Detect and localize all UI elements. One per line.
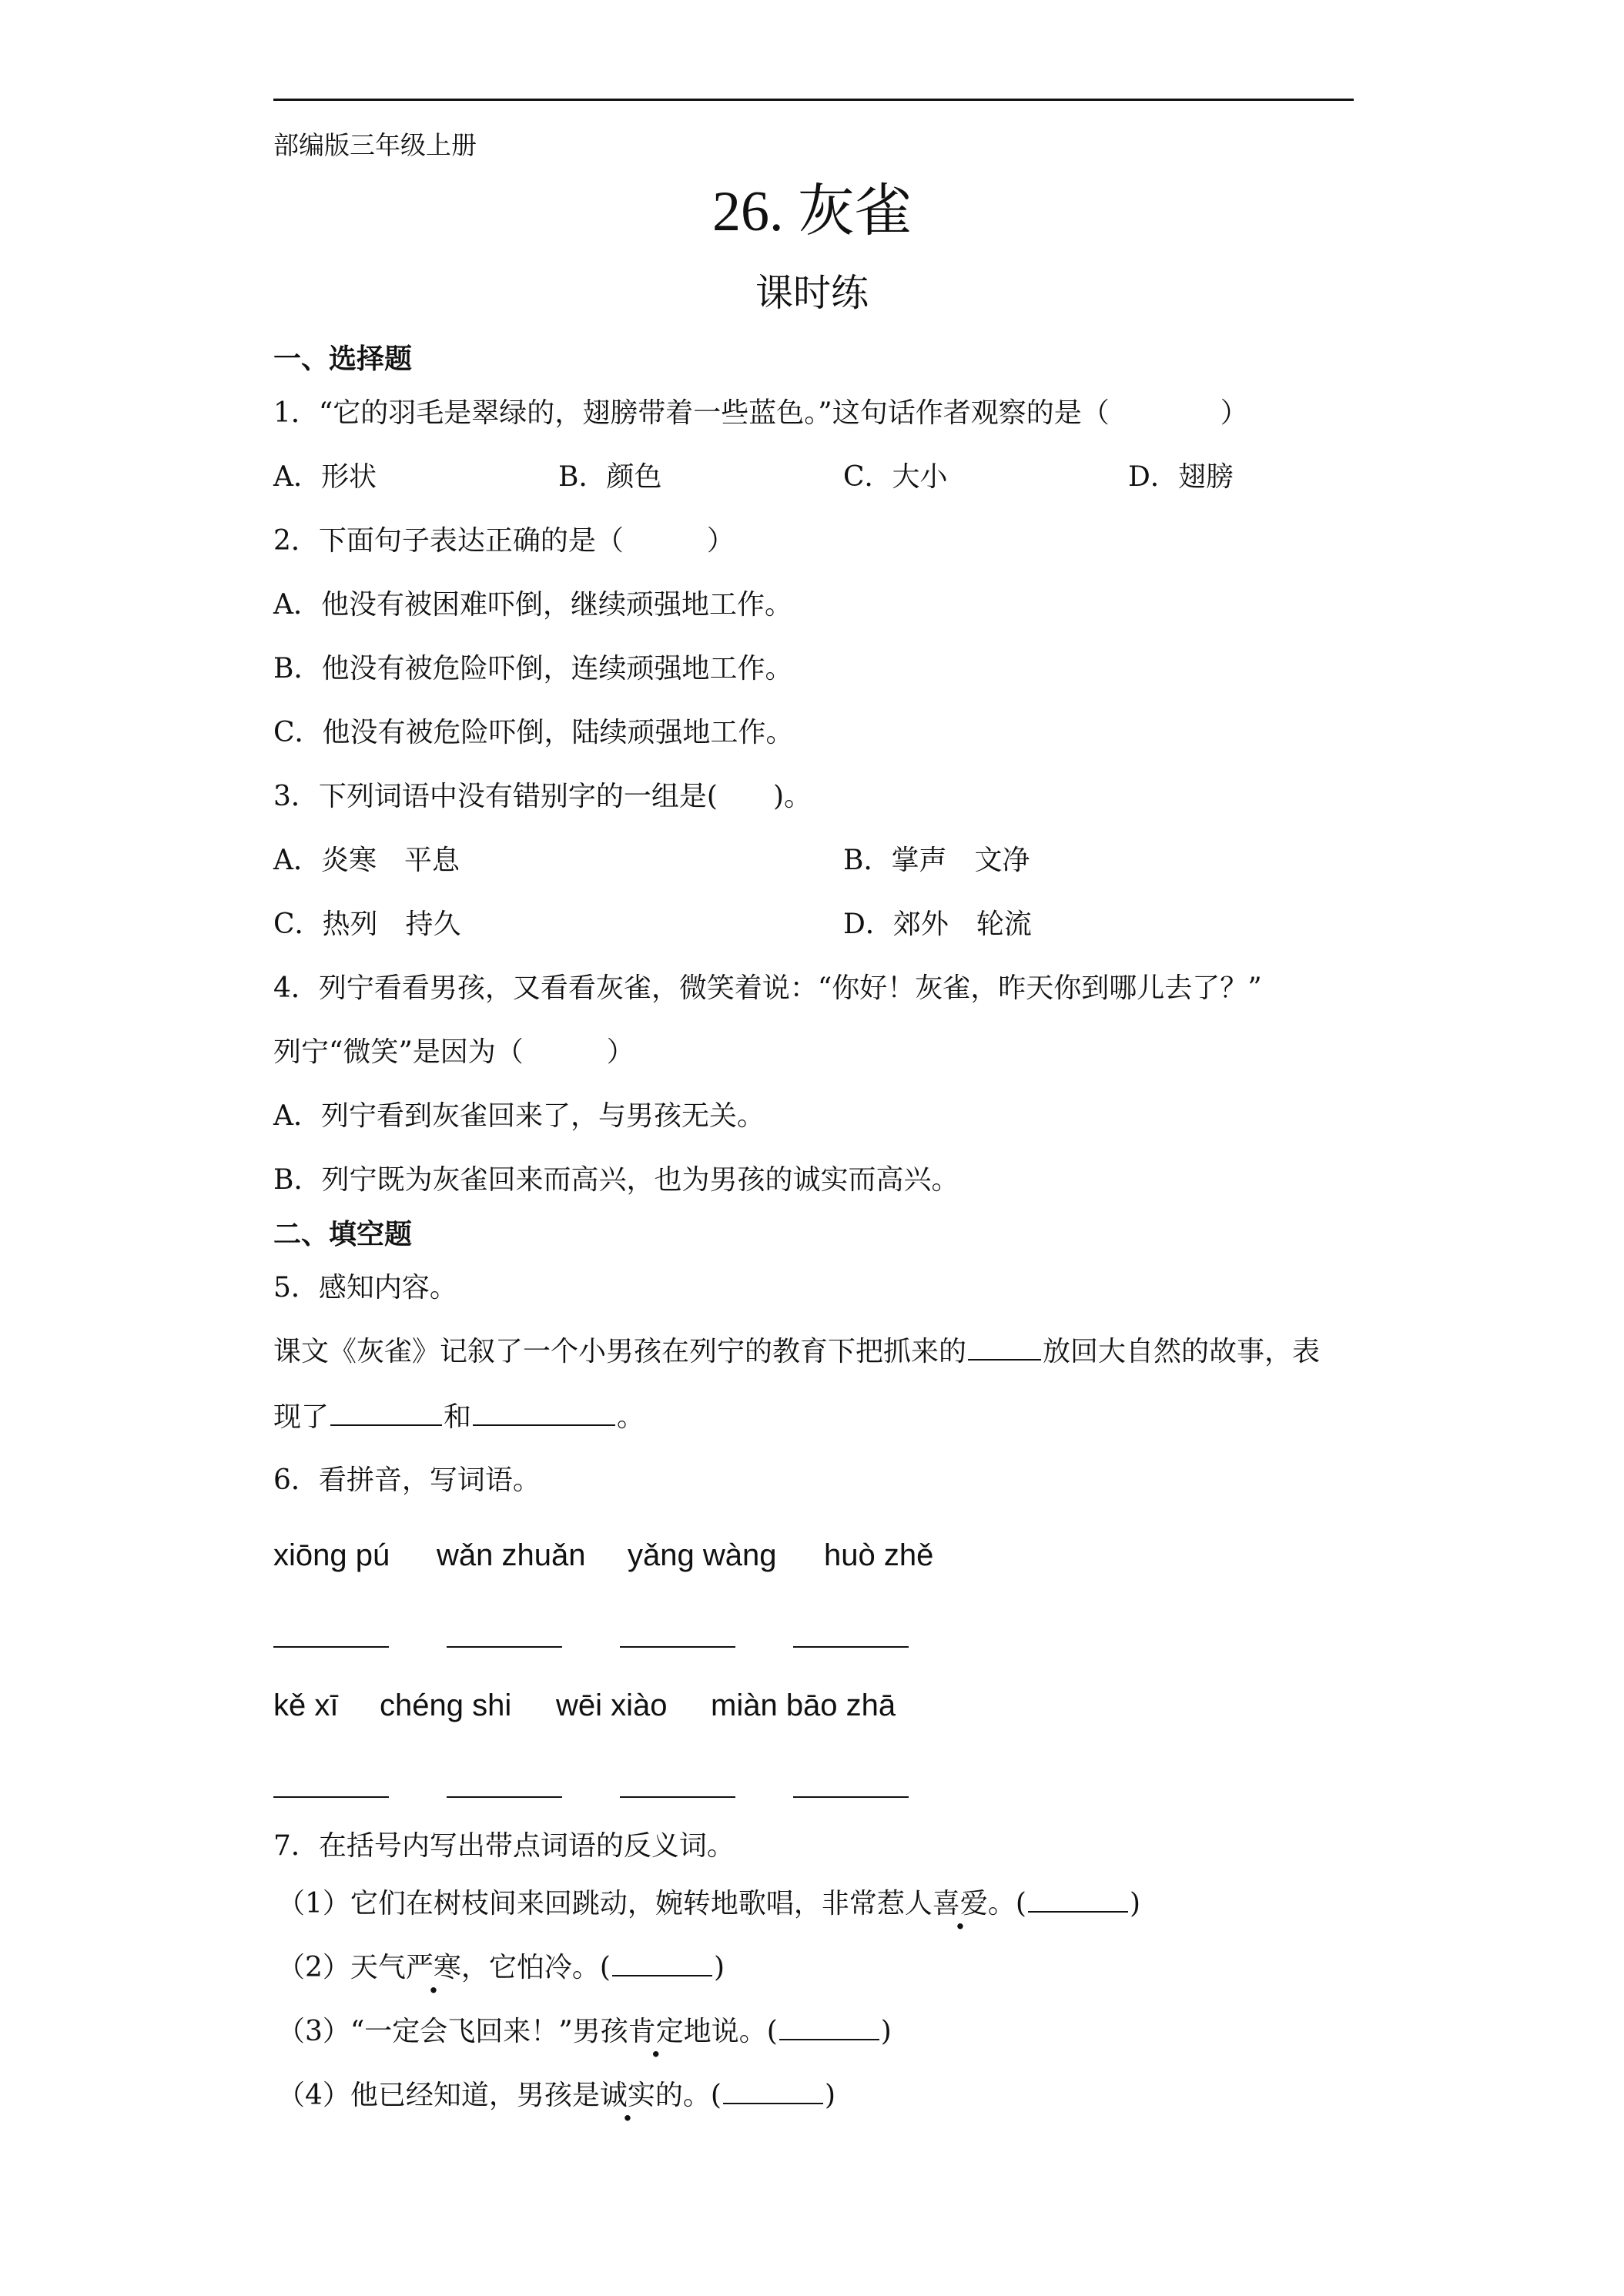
pinyin-answer-line[interactable] (793, 1796, 909, 1798)
pinyin-5: kě xī (273, 1689, 339, 1722)
dotted-word: 严寒 (405, 1952, 461, 1983)
pinyin-2: wǎn zhuǎn (437, 1538, 586, 1572)
question-5-line-2 (273, 1401, 645, 1433)
question-2-stem: 2．下面句子表达正确的是（ ） (273, 525, 735, 557)
q7-item-text: 。( (987, 1888, 1026, 1919)
q7-answer-blank[interactable] (779, 2038, 879, 2040)
section-heading-fill: 二、填空题 (273, 1218, 413, 1250)
header-rule (273, 99, 1354, 101)
question-7-stem: 7．在括号内写出带点词语的反义词。 (273, 1830, 735, 1862)
q7-item-1 (277, 1890, 1140, 1918)
q4-option-b: B．列宁既为灰雀回来而高兴，也为男孩的诚实而高兴。 (273, 1164, 959, 1196)
pinyin-answer-line[interactable] (620, 1646, 735, 1648)
q1-option-d: D．翅膀 (1128, 461, 1234, 493)
pinyin-3: yǎng wàng (628, 1538, 777, 1572)
q7-item-text: ) (1129, 1888, 1141, 1919)
q7-answer-blank[interactable] (723, 2102, 823, 2104)
q5-blank-2[interactable] (330, 1424, 442, 1426)
q3-option-b: B．掌声 文净 (843, 845, 1030, 876)
question-6-stem: 6．看拼音，写词语。 (273, 1464, 541, 1496)
q7-item-text: 的。( (655, 2080, 722, 2111)
dotted-word: 喜爱 (932, 1888, 988, 1919)
pinyin-6: chéng shi (380, 1689, 512, 1722)
pinyin-8: miàn bāo zhā (711, 1689, 896, 1722)
dotted-word: 肯定 (628, 2016, 684, 2047)
q1-option-a: A．形状 (273, 461, 377, 493)
q7-item-text: （3）“一定会飞回来！”男孩 (277, 2016, 628, 2047)
grade-label: 部编版三年级上册 (273, 130, 477, 160)
q7-item-text: ) (824, 2080, 836, 2111)
page-title: 26. 灰雀 (712, 180, 912, 243)
pinyin-answer-line[interactable] (273, 1646, 389, 1648)
q5-blank-3[interactable] (473, 1424, 615, 1426)
q7-answer-blank[interactable] (612, 1974, 712, 1976)
question-4-stem: 4．列宁看看男孩，又看看灰雀，微笑着说：“你好！灰雀，昨天你到哪儿去了？” (273, 972, 1262, 1004)
pinyin-answer-line[interactable] (793, 1646, 909, 1648)
q3-option-c: C．热列 持久 (273, 909, 461, 940)
q7-item-text: ) (880, 2016, 892, 2047)
q4-option-a: A．列宁看到灰雀回来了，与男孩无关。 (273, 1100, 765, 1132)
pinyin-1: xiōng pú (273, 1538, 390, 1572)
q7-item-text: 地说。( (683, 2016, 778, 2047)
page-subtitle: 课时练 (755, 271, 869, 315)
q1-option-b: B．颜色 (558, 461, 662, 493)
section-heading-choice: 一、选择题 (273, 343, 413, 375)
q2-option-b: B．他没有被危险吓倒，连续顽强地工作。 (273, 653, 793, 684)
question-3-stem: 3．下列词语中没有错别字的一组是( )。 (273, 781, 812, 812)
q7-item-text: ，它怕冷。( (460, 1952, 611, 1983)
q7-item-2 (277, 1954, 725, 1982)
question-4-stem-2: 列宁“微笑”是因为（ ） (273, 1036, 635, 1068)
pinyin-4: huò zhě (824, 1538, 934, 1572)
q5-text-c: 现了 (273, 1401, 330, 1433)
q3-option-d: D．郊外 轮流 (843, 909, 1032, 940)
q5-text-e: 。 (617, 1401, 645, 1433)
q5-blank-1[interactable] (968, 1358, 1041, 1361)
pinyin-answer-line[interactable] (447, 1796, 562, 1798)
q5-text-a: 课文《灰雀》记叙了一个小男孩在列宁的教育下把抓来的 (273, 1336, 967, 1367)
question-1-stem: 1．“它的羽毛是翠绿的，翅膀带着一些蓝色。”这句话作者观察的是（ ） (273, 397, 1248, 429)
q7-item-text: （2）天气 (277, 1952, 406, 1983)
q3-option-a: A．炎寒 平息 (273, 845, 460, 876)
q5-text-b: 放回大自然的故事，表 (1043, 1336, 1321, 1367)
q7-item-text: （4）他已经知道，男孩是 (277, 2080, 600, 2111)
q7-item-4 (277, 2082, 835, 2110)
q7-item-3 (277, 2018, 892, 2046)
question-5-stem: 5．感知内容。 (273, 1272, 457, 1304)
q7-answer-blank[interactable] (1028, 1910, 1128, 1913)
pinyin-answer-line[interactable] (447, 1646, 562, 1648)
pinyin-answer-line[interactable] (273, 1796, 389, 1798)
pinyin-answer-line[interactable] (620, 1796, 735, 1798)
question-5-line-1 (273, 1338, 1320, 1366)
pinyin-7: wēi xiào (556, 1689, 668, 1722)
dotted-word: 诚实 (599, 2080, 655, 2111)
q2-option-a: A．他没有被困难吓倒，继续顽强地工作。 (273, 589, 792, 621)
q7-item-text: （1）它们在树枝间来回跳动，婉转地歌唱，非常惹人 (277, 1888, 933, 1919)
q1-option-c: C．大小 (843, 461, 948, 493)
q5-text-d: 和 (444, 1401, 472, 1433)
q7-item-text: ) (713, 1952, 725, 1983)
q2-option-c: C．他没有被危险吓倒，陆续顽强地工作。 (273, 717, 794, 748)
